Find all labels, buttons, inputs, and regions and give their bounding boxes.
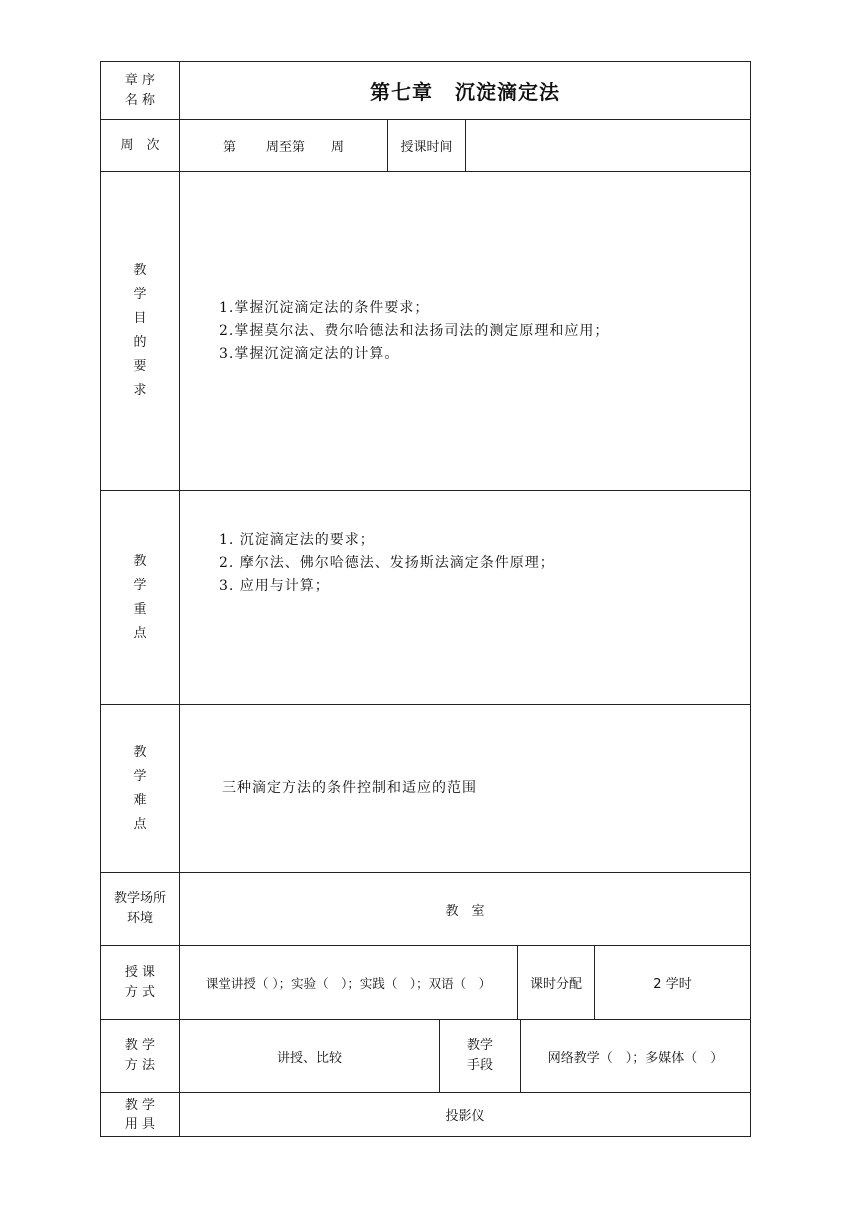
objectives-label-char: 要 <box>133 359 147 374</box>
row-divider <box>101 490 750 491</box>
hours-label: 课时分配 <box>529 977 582 992</box>
tools-label-line2: 用 具 <box>124 1116 156 1132</box>
key-points-label-char: 教 <box>133 553 147 569</box>
difficulties-label-char: 教 <box>133 744 147 760</box>
delivery-label-line1: 授 课 <box>124 964 156 980</box>
tools-label-cell <box>101 1093 179 1136</box>
class-time-value-cell <box>466 120 750 171</box>
objectives-label-char: 目 <box>133 311 147 326</box>
method-label-line1: 教 学 <box>124 1038 156 1053</box>
chapter-title: 沉淀滴定法 <box>455 80 560 104</box>
venue-value: 教 室 <box>445 903 485 919</box>
delivery-value-cell <box>180 946 517 1019</box>
tools-label-line1: 教 学 <box>124 1097 156 1113</box>
week-value-cell <box>180 120 387 171</box>
difficulties-label-char: 点 <box>133 816 147 832</box>
difficulties-text: 三种滴定方法的条件控制和适应的范围 <box>222 780 477 796</box>
week-label: 周 次 <box>120 137 160 153</box>
key-point-item: 3. 应用与计算； <box>219 578 330 594</box>
row-divider <box>101 704 750 705</box>
lesson-plan-table <box>100 61 751 1137</box>
class-time-label: 授课时间 <box>400 140 453 155</box>
chapter-number: 第七章 <box>370 80 433 104</box>
objectives-label-char: 教 <box>133 263 147 278</box>
means-label-line1: 教学 <box>466 1038 493 1053</box>
hours-value: 2 学时 <box>653 977 692 992</box>
week-part-a: 第 <box>222 140 236 155</box>
delivery-value: 课堂讲授（ ）；实验（ ）；实践（ ）；双语（ ） <box>205 975 492 991</box>
objectives-label-cell <box>101 172 179 490</box>
key-points-label-char: 学 <box>133 577 147 593</box>
chapter-title-cell <box>180 62 750 119</box>
venue-value-cell <box>180 873 750 945</box>
class-time-label-cell <box>388 120 465 171</box>
key-points-label-char: 重 <box>133 601 147 617</box>
objectives-label-char: 求 <box>133 383 147 398</box>
means-value-cell <box>521 1020 750 1092</box>
delivery-label-line2: 方 式 <box>124 984 156 1000</box>
objectives-list <box>219 297 609 366</box>
objectives-label-char: 的 <box>133 335 147 350</box>
key-point-item: 1. 沉淀滴定法的要求； <box>219 532 375 548</box>
hours-label-cell <box>518 946 594 1019</box>
delivery-label-cell <box>101 946 179 1019</box>
method-label-cell <box>101 1020 179 1092</box>
objective-item: 3.掌握沉淀滴定法的计算。 <box>219 346 400 362</box>
key-point-item: 2. 摩尔法、佛尔哈德法、发扬斯法滴定条件原理； <box>219 555 555 571</box>
objective-item: 1.掌握沉淀滴定法的条件要求； <box>219 300 430 316</box>
means-label-line2: 手段 <box>466 1058 493 1073</box>
week-part-b: 周至第 <box>265 140 305 155</box>
difficulties-label-char: 难 <box>133 792 147 808</box>
objectives-label-char: 学 <box>133 287 147 302</box>
objective-item: 2.掌握莫尔法、费尔哈德法和法扬司法的测定原理和应用； <box>219 323 610 339</box>
venue-label-line1: 教学场所 <box>113 891 166 906</box>
venue-label-cell <box>101 873 179 945</box>
key-points-list <box>219 529 555 598</box>
chapter-label-line1: 章 序 <box>124 72 156 88</box>
row-divider <box>101 171 750 172</box>
chapter-label-cell <box>101 62 179 119</box>
key-points-label-char: 点 <box>133 625 147 641</box>
tools-value: 投影仪 <box>445 1109 485 1124</box>
venue-label-line2: 环境 <box>126 911 153 926</box>
method-value-cell <box>180 1020 439 1092</box>
means-label-cell <box>440 1020 520 1092</box>
method-label-line2: 方 法 <box>124 1058 156 1073</box>
difficulties-text-block <box>222 777 477 800</box>
hours-value-cell <box>595 946 750 1019</box>
key-points-label-cell <box>101 491 179 704</box>
chapter-label-line2: 名 称 <box>124 92 156 108</box>
difficulties-label-cell <box>101 705 179 872</box>
means-value: 网络教学（ ）；多媒体（ ） <box>547 1050 724 1066</box>
week-part-c: 周 <box>331 140 345 155</box>
tools-value-cell <box>180 1093 750 1136</box>
method-value: 讲授、比较 <box>276 1050 342 1066</box>
week-label-cell <box>101 120 179 171</box>
difficulties-label-char: 学 <box>133 768 147 784</box>
